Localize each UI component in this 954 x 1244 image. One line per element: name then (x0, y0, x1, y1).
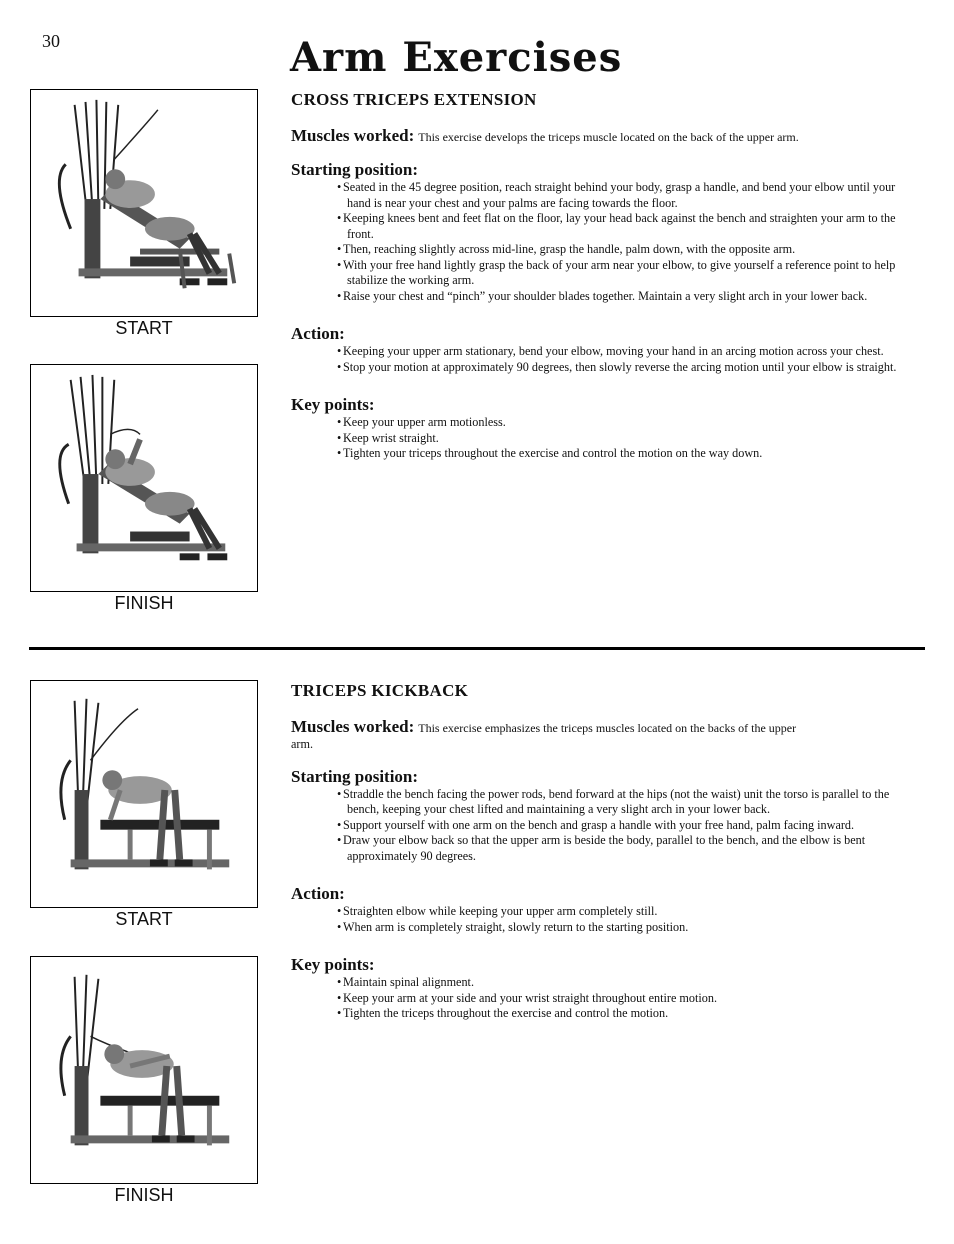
key-points-heading: Key points: (291, 955, 375, 974)
list-item: • Raise your chest and “pinch” your shoulder blades together. Maintain a very slight arch in your lower back. (337, 288, 868, 303)
action-list (291, 904, 911, 935)
start-caption: START (115, 318, 173, 338)
page-title: Arm Exercises (290, 34, 623, 81)
starting-position-heading: Starting position: (291, 160, 419, 179)
exercise-cross-triceps-extension (291, 90, 911, 462)
start-caption: START (115, 909, 173, 929)
list-item: • Then, reaching slightly across mid-line, grasp the handle, palm down, with the opposite arm. (337, 242, 796, 256)
kickback-exercise-illustration (31, 957, 257, 1183)
action-list (291, 344, 911, 375)
section-divider (29, 647, 925, 650)
triceps-kickback-start-photo (30, 680, 258, 908)
list-item: • Keep your arm at your side and your wrist straight throughout entire motion. (337, 990, 718, 1005)
muscles-text: This exercise emphasizes the triceps muscles located on the backs of the upper (418, 721, 797, 735)
key-points-list (291, 415, 911, 462)
exercise-title: TRICEPS KICKBACK (291, 681, 469, 700)
muscles-worked (291, 717, 911, 737)
list-item: • Maintain spinal alignment. (337, 975, 474, 989)
action-heading: Action: (291, 884, 345, 903)
muscles-worked (291, 126, 911, 146)
exercise-triceps-kickback (291, 681, 911, 1022)
muscles-label: Muscles worked: (291, 126, 415, 145)
list-item: • Support yourself with one arm on the bench and grasp a handle with your free hand, palm facing inward. (337, 817, 855, 832)
reclined-exercise-illustration (31, 90, 257, 316)
reclined-exercise-illustration (31, 365, 257, 591)
list-item: • When arm is completely straight, slowly return to the starting position. (337, 919, 689, 934)
finish-caption: FINISH (114, 1185, 174, 1205)
list-item: • Keeping your upper arm stationary, bend your elbow, moving your hand in an arcing motion across your chest. (337, 344, 884, 358)
muscles-label: Muscles worked: (291, 717, 415, 736)
list-item: • Draw your elbow back so that the upper arm is beside the body, parallel to the bench, and the elbow is bent approximately 90 degrees. (337, 833, 866, 863)
list-item: • Seated in the 45 degree position, reach straight behind your body, grasp a handle, and bend your elbow until your hand is near your chest and your palms are facing towards the floor. (337, 180, 896, 210)
list-item: • Keep your upper arm motionless. (337, 415, 506, 429)
key-points-heading: Key points: (291, 395, 375, 414)
list-item: • Stop your motion at approximately 90 degrees, then slowly reverse the arcing motion until your elbow is straight. (337, 359, 897, 374)
list-item: • Tighten the triceps throughout the exercise and control the motion. (337, 1006, 669, 1020)
list-item: • Tighten your triceps throughout the exercise and control the motion on the way down. (337, 446, 763, 460)
list-item: • Keeping knees bent and feet flat on the floor, lay your head back against the bench and straighten your arm to the front. (337, 211, 896, 241)
list-item: • Straighten elbow while keeping your upper arm completely still. (337, 904, 658, 918)
list-item: • Straddle the bench facing the power rods, bend forward at the hips (not the waist) unit the torso is parallel to the bench, keeping your chest lifted and maintaining a very slight arch in your lower back. (337, 786, 890, 816)
cross-triceps-start-photo (30, 89, 258, 317)
action-heading: Action: (291, 324, 345, 343)
muscles-text-continued: arm. (291, 737, 313, 751)
list-item: • With your free hand lightly grasp the back of your arm near your elbow, to give yourself a reference point to help stabilize the working arm. (337, 257, 896, 287)
list-item: • Keep wrist straight. (337, 430, 439, 445)
key-points-list (291, 975, 911, 1022)
cross-triceps-finish-photo (30, 364, 258, 592)
page-number: 30 (42, 31, 60, 51)
kickback-exercise-illustration (31, 681, 257, 907)
triceps-kickback-finish-photo (30, 956, 258, 1184)
starting-position-list (291, 787, 911, 865)
finish-caption: FINISH (114, 593, 174, 613)
starting-position-heading: Starting position: (291, 766, 419, 786)
exercise-title: CROSS TRICEPS EXTENSION (291, 90, 537, 109)
muscles-text: This exercise develops the triceps muscle located on the back of the upper arm. (418, 130, 799, 144)
starting-position-list (291, 180, 911, 304)
